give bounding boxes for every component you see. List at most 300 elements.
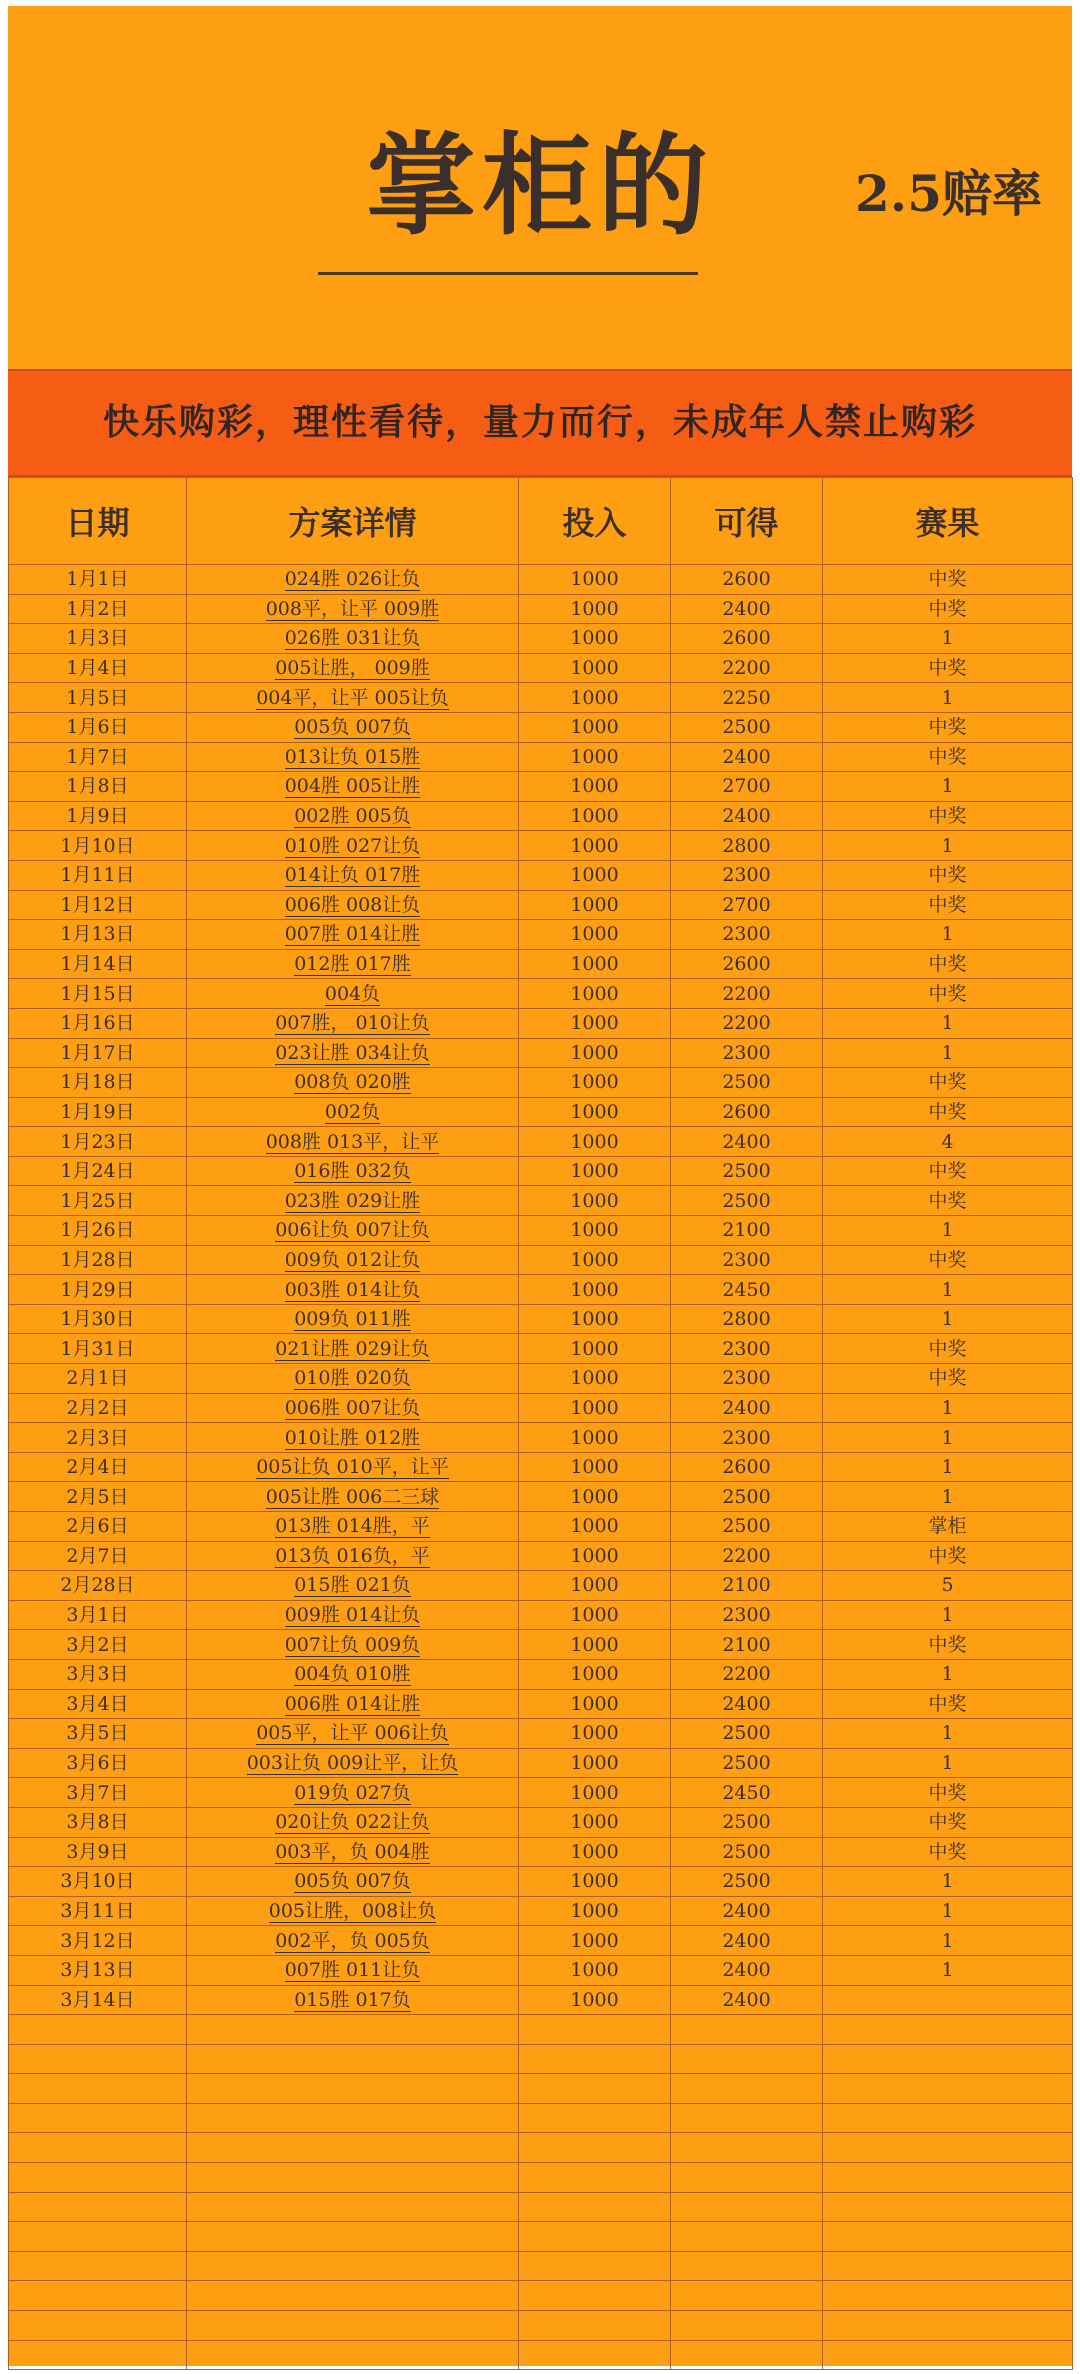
cell-plan <box>187 742 519 772</box>
table-row <box>9 1955 1073 1985</box>
table-row <box>9 1571 1073 1601</box>
cell-payout: 2300 <box>671 920 823 950</box>
cell-date: 2月6日 <box>9 1512 187 1542</box>
cell-stake: 1000 <box>519 1038 671 1068</box>
cell-result: 中奖 <box>823 1778 1073 1808</box>
responsible-gaming-banner: 快乐购彩，理性看待，量力而行，未成年人禁止购彩 <box>8 369 1072 477</box>
table-row <box>9 772 1073 802</box>
empty-cell <box>823 2311 1073 2341</box>
cell-payout: 2600 <box>671 1452 823 1482</box>
empty-cell <box>671 2074 823 2104</box>
cell-stake: 1000 <box>519 1541 671 1571</box>
plan-text: 012胜 017胜 <box>294 953 411 976</box>
plan-text: 016胜 032负 <box>294 1160 411 1183</box>
plan-text: 004负 010胜 <box>294 1663 411 1686</box>
table-row <box>9 1304 1073 1334</box>
cell-result: 中奖 <box>823 860 1073 890</box>
cell-payout: 2400 <box>671 1127 823 1157</box>
empty-row <box>9 2103 1073 2133</box>
cell-payout: 2600 <box>671 624 823 654</box>
empty-cell <box>823 2133 1073 2163</box>
cell-stake: 1000 <box>519 831 671 861</box>
table-row <box>9 1630 1073 1660</box>
plan-text: 002胜 005负 <box>294 805 411 828</box>
cell-payout: 2500 <box>671 1807 823 1837</box>
column-header-stake: 投入 <box>519 478 671 565</box>
cell-plan <box>187 1186 519 1216</box>
plan-text: 005负 007负 <box>294 1870 411 1893</box>
empty-cell <box>187 2133 519 2163</box>
cell-plan <box>187 1275 519 1305</box>
table-row <box>9 1423 1073 1453</box>
cell-plan <box>187 890 519 920</box>
empty-cell <box>9 2074 187 2104</box>
table-row <box>9 1867 1073 1897</box>
cell-date: 3月11日 <box>9 1896 187 1926</box>
table-row <box>9 1186 1073 1216</box>
empty-cell <box>187 2222 519 2252</box>
cell-date: 1月11日 <box>9 860 187 890</box>
lottery-sheet <box>8 6 1072 2366</box>
table-row <box>9 1512 1073 1542</box>
plan-text: 004平，让平 005让负 <box>256 686 449 709</box>
cell-date: 1月13日 <box>9 920 187 950</box>
cell-result: 1 <box>823 683 1073 713</box>
empty-cell <box>9 2192 187 2222</box>
empty-cell <box>823 2103 1073 2133</box>
empty-cell <box>671 2222 823 2252</box>
cell-stake: 1000 <box>519 1689 671 1719</box>
table-row <box>9 890 1073 920</box>
cell-plan <box>187 1837 519 1867</box>
cell-stake: 1000 <box>519 1896 671 1926</box>
cell-plan <box>187 1512 519 1542</box>
empty-cell <box>519 2074 671 2104</box>
table-row <box>9 1807 1073 1837</box>
empty-cell <box>823 2340 1073 2370</box>
cell-plan <box>187 1216 519 1246</box>
cell-date: 1月5日 <box>9 683 187 713</box>
cell-result: 中奖 <box>823 1837 1073 1867</box>
cell-date: 1月19日 <box>9 1097 187 1127</box>
cell-date: 1月12日 <box>9 890 187 920</box>
cell-result: 1 <box>823 831 1073 861</box>
cell-date: 1月30日 <box>9 1304 187 1334</box>
cell-date: 1月26日 <box>9 1216 187 1246</box>
cell-plan <box>187 565 519 595</box>
empty-cell <box>671 2103 823 2133</box>
empty-cell <box>671 2015 823 2045</box>
plan-text: 007胜 011让负 <box>284 1959 421 1982</box>
cell-plan <box>187 979 519 1009</box>
empty-cell <box>187 2163 519 2193</box>
cell-stake: 1000 <box>519 1659 671 1689</box>
empty-cell <box>9 2281 187 2311</box>
table-row <box>9 1452 1073 1482</box>
plan-text: 010胜 020负 <box>294 1367 411 1390</box>
cell-stake: 1000 <box>519 712 671 742</box>
cell-plan <box>187 1334 519 1364</box>
cell-date: 3月5日 <box>9 1719 187 1749</box>
cell-result: 中奖 <box>823 565 1073 595</box>
table-row <box>9 1482 1073 1512</box>
table-row <box>9 653 1073 683</box>
cell-payout: 2400 <box>671 1896 823 1926</box>
table-row <box>9 949 1073 979</box>
cell-payout: 2500 <box>671 1867 823 1897</box>
cell-stake: 1000 <box>519 1364 671 1394</box>
cell-payout: 2600 <box>671 949 823 979</box>
empty-cell <box>823 2251 1073 2281</box>
cell-plan <box>187 860 519 890</box>
cell-result: 1 <box>823 1926 1073 1956</box>
betting-table <box>8 477 1073 2370</box>
cell-plan <box>187 1127 519 1157</box>
empty-row <box>9 2340 1073 2370</box>
table-row <box>9 1364 1073 1394</box>
table-row <box>9 624 1073 654</box>
cell-stake: 1000 <box>519 624 671 654</box>
cell-date: 2月5日 <box>9 1482 187 1512</box>
empty-row <box>9 2251 1073 2281</box>
cell-payout: 2300 <box>671 1334 823 1364</box>
table-row <box>9 1896 1073 1926</box>
plan-text: 014让负 017胜 <box>284 864 421 887</box>
empty-cell <box>187 2044 519 2074</box>
cell-payout: 2400 <box>671 1393 823 1423</box>
empty-cell <box>823 2163 1073 2193</box>
empty-row <box>9 2074 1073 2104</box>
empty-cell <box>9 2251 187 2281</box>
table-body <box>9 565 1073 2370</box>
cell-payout: 2600 <box>671 565 823 595</box>
empty-cell <box>187 2251 519 2281</box>
cell-date: 1月8日 <box>9 772 187 802</box>
empty-cell <box>671 2281 823 2311</box>
cell-plan <box>187 1807 519 1837</box>
cell-payout: 2200 <box>671 1659 823 1689</box>
cell-result: 中奖 <box>823 1541 1073 1571</box>
table-row <box>9 1837 1073 1867</box>
cell-plan <box>187 949 519 979</box>
cell-stake: 1000 <box>519 1423 671 1453</box>
cell-stake: 1000 <box>519 1156 671 1186</box>
plan-text: 007让负 009负 <box>284 1633 421 1656</box>
table-row <box>9 831 1073 861</box>
cell-payout: 2200 <box>671 979 823 1009</box>
cell-date: 3月13日 <box>9 1955 187 1985</box>
table-row <box>9 1245 1073 1275</box>
cell-plan <box>187 1038 519 1068</box>
table-row <box>9 979 1073 1009</box>
page-title: 掌柜的 <box>366 122 714 250</box>
cell-plan <box>187 1541 519 1571</box>
plan-text: 007胜 014让胜 <box>284 923 421 946</box>
table-row <box>9 1748 1073 1778</box>
empty-cell <box>671 2340 823 2370</box>
cell-result: 中奖 <box>823 890 1073 920</box>
cell-payout: 2300 <box>671 1038 823 1068</box>
plan-text: 003让负 009让平，让负 <box>246 1752 459 1775</box>
cell-date: 2月7日 <box>9 1541 187 1571</box>
empty-cell <box>187 2074 519 2104</box>
empty-cell <box>519 2044 671 2074</box>
empty-cell <box>519 2281 671 2311</box>
plan-text: 002负 <box>324 1100 381 1123</box>
plan-text: 026胜 031让负 <box>284 627 421 650</box>
cell-payout: 2800 <box>671 831 823 861</box>
cell-plan <box>187 1482 519 1512</box>
cell-result: 1 <box>823 772 1073 802</box>
cell-result: 1 <box>823 1955 1073 1985</box>
cell-date: 1月4日 <box>9 653 187 683</box>
cell-plan <box>187 1304 519 1334</box>
cell-date: 3月14日 <box>9 1985 187 2015</box>
cell-date: 1月15日 <box>9 979 187 1009</box>
cell-result: 1 <box>823 1867 1073 1897</box>
cell-date: 1月29日 <box>9 1275 187 1305</box>
empty-cell <box>9 2103 187 2133</box>
cell-date: 3月9日 <box>9 1837 187 1867</box>
cell-plan <box>187 1896 519 1926</box>
table-row <box>9 594 1073 624</box>
empty-cell <box>671 2133 823 2163</box>
cell-date: 1月9日 <box>9 801 187 831</box>
empty-cell <box>671 2311 823 2341</box>
cell-date: 3月3日 <box>9 1659 187 1689</box>
cell-date: 3月12日 <box>9 1926 187 1956</box>
title-underline <box>318 272 698 275</box>
cell-result: 中奖 <box>823 594 1073 624</box>
cell-plan <box>187 1423 519 1453</box>
cell-payout: 2400 <box>671 742 823 772</box>
empty-cell <box>9 2015 187 2045</box>
plan-text: 005让胜，008让负 <box>268 1900 437 1923</box>
column-header-payout: 可得 <box>671 478 823 565</box>
column-header-result: 赛果 <box>823 478 1073 565</box>
table-row <box>9 1541 1073 1571</box>
cell-result: 掌柜 <box>823 1512 1073 1542</box>
cell-payout: 2800 <box>671 1304 823 1334</box>
plan-text: 023胜 029让胜 <box>284 1189 421 1212</box>
empty-cell <box>823 2222 1073 2252</box>
cell-payout: 2200 <box>671 653 823 683</box>
empty-cell <box>671 2163 823 2193</box>
empty-row <box>9 2015 1073 2045</box>
cell-date: 3月1日 <box>9 1600 187 1630</box>
table-row <box>9 1216 1073 1246</box>
cell-stake: 1000 <box>519 1186 671 1216</box>
header <box>8 6 1072 369</box>
cell-plan <box>187 1245 519 1275</box>
cell-payout: 2450 <box>671 1778 823 1808</box>
cell-stake: 1000 <box>519 742 671 772</box>
cell-plan <box>187 1452 519 1482</box>
plan-text: 021让胜 029让负 <box>275 1337 430 1360</box>
cell-payout: 2200 <box>671 1008 823 1038</box>
cell-result: 1 <box>823 624 1073 654</box>
plan-text: 007胜， 010让负 <box>275 1012 430 1035</box>
empty-row <box>9 2222 1073 2252</box>
cell-payout: 2500 <box>671 1482 823 1512</box>
cell-plan <box>187 1867 519 1897</box>
cell-result: 中奖 <box>823 1630 1073 1660</box>
plan-text: 013让负 015胜 <box>284 745 421 768</box>
empty-cell <box>519 2103 671 2133</box>
plan-text: 020让负 022让负 <box>275 1811 430 1834</box>
cell-plan <box>187 594 519 624</box>
empty-cell <box>187 2015 519 2045</box>
cell-plan <box>187 1955 519 1985</box>
empty-cell <box>823 2192 1073 2222</box>
empty-row <box>9 2044 1073 2074</box>
cell-stake: 1000 <box>519 1245 671 1275</box>
plan-text: 005平，让平 006让负 <box>256 1722 449 1745</box>
table-row <box>9 1600 1073 1630</box>
cell-date: 1月17日 <box>9 1038 187 1068</box>
plan-text: 003胜 014让负 <box>284 1278 421 1301</box>
cell-plan <box>187 1985 519 2015</box>
table-row <box>9 1778 1073 1808</box>
cell-plan <box>187 1659 519 1689</box>
empty-cell <box>187 2281 519 2311</box>
empty-cell <box>9 2163 187 2193</box>
cell-date: 3月7日 <box>9 1778 187 1808</box>
cell-stake: 1000 <box>519 1600 671 1630</box>
empty-cell <box>671 2044 823 2074</box>
cell-stake: 1000 <box>519 683 671 713</box>
empty-cell <box>823 2044 1073 2074</box>
cell-stake: 1000 <box>519 1097 671 1127</box>
plan-text: 023让胜 034让负 <box>275 1041 430 1064</box>
cell-result: 1 <box>823 1393 1073 1423</box>
cell-payout: 2400 <box>671 1926 823 1956</box>
cell-stake: 1000 <box>519 801 671 831</box>
cell-stake: 1000 <box>519 1482 671 1512</box>
table-header-row <box>9 478 1073 565</box>
cell-date: 3月6日 <box>9 1748 187 1778</box>
cell-date: 2月3日 <box>9 1423 187 1453</box>
cell-stake: 1000 <box>519 565 671 595</box>
table-row <box>9 1659 1073 1689</box>
cell-date: 1月18日 <box>9 1068 187 1098</box>
cell-stake: 1000 <box>519 653 671 683</box>
cell-result: 中奖 <box>823 801 1073 831</box>
cell-plan <box>187 1156 519 1186</box>
cell-stake: 1000 <box>519 979 671 1009</box>
plan-text: 002平，负 005负 <box>275 1929 430 1952</box>
plan-text: 010胜 027让负 <box>284 834 421 857</box>
cell-payout: 2700 <box>671 772 823 802</box>
cell-plan <box>187 1926 519 1956</box>
cell-payout: 2500 <box>671 1186 823 1216</box>
empty-cell <box>519 2015 671 2045</box>
cell-result: 1 <box>823 1896 1073 1926</box>
cell-stake: 1000 <box>519 1630 671 1660</box>
cell-payout: 2300 <box>671 1245 823 1275</box>
cell-date: 1月3日 <box>9 624 187 654</box>
table-row <box>9 1926 1073 1956</box>
cell-date: 3月2日 <box>9 1630 187 1660</box>
cell-result: 中奖 <box>823 1364 1073 1394</box>
plan-text: 009负 012让负 <box>284 1248 421 1271</box>
cell-date: 1月14日 <box>9 949 187 979</box>
cell-result: 中奖 <box>823 712 1073 742</box>
cell-stake: 1000 <box>519 1304 671 1334</box>
cell-stake: 1000 <box>519 1127 671 1157</box>
cell-stake: 1000 <box>519 1008 671 1038</box>
cell-result: 1 <box>823 1008 1073 1038</box>
cell-date: 2月2日 <box>9 1393 187 1423</box>
cell-result: 中奖 <box>823 1156 1073 1186</box>
plan-text: 005负 007负 <box>294 716 411 739</box>
empty-cell <box>519 2192 671 2222</box>
plan-text: 015胜 021负 <box>294 1574 411 1597</box>
cell-plan <box>187 801 519 831</box>
cell-result: 1 <box>823 1482 1073 1512</box>
plan-text: 005让胜， 009胜 <box>275 657 430 680</box>
cell-date: 2月28日 <box>9 1571 187 1601</box>
cell-stake: 1000 <box>519 1719 671 1749</box>
cell-date: 3月10日 <box>9 1867 187 1897</box>
table-row <box>9 1008 1073 1038</box>
table-row <box>9 683 1073 713</box>
cell-plan <box>187 624 519 654</box>
cell-date: 1月24日 <box>9 1156 187 1186</box>
cell-date: 1月23日 <box>9 1127 187 1157</box>
cell-payout: 2300 <box>671 1364 823 1394</box>
cell-plan <box>187 1778 519 1808</box>
cell-result: 5 <box>823 1571 1073 1601</box>
plan-text: 006让负 007让负 <box>275 1219 430 1242</box>
cell-date: 1月6日 <box>9 712 187 742</box>
table-row <box>9 1275 1073 1305</box>
cell-stake: 1000 <box>519 1926 671 1956</box>
empty-row <box>9 2163 1073 2193</box>
cell-plan <box>187 1689 519 1719</box>
empty-cell <box>823 2015 1073 2045</box>
cell-result: 中奖 <box>823 979 1073 1009</box>
cell-plan <box>187 1571 519 1601</box>
cell-result: 中奖 <box>823 1097 1073 1127</box>
cell-stake: 1000 <box>519 920 671 950</box>
cell-plan <box>187 1068 519 1098</box>
empty-cell <box>187 2340 519 2370</box>
empty-row <box>9 2133 1073 2163</box>
cell-stake: 1000 <box>519 1867 671 1897</box>
cell-result: 1 <box>823 1275 1073 1305</box>
cell-result: 中奖 <box>823 1068 1073 1098</box>
empty-cell <box>671 2192 823 2222</box>
cell-date: 1月28日 <box>9 1245 187 1275</box>
plan-text: 006胜 008让负 <box>284 893 421 916</box>
cell-plan <box>187 712 519 742</box>
plan-text: 019负 027负 <box>294 1781 411 1804</box>
cell-result: 1 <box>823 1216 1073 1246</box>
cell-plan <box>187 1748 519 1778</box>
table-row <box>9 1156 1073 1186</box>
cell-stake: 1000 <box>519 1334 671 1364</box>
plan-text: 004胜 005让胜 <box>284 775 421 798</box>
cell-plan <box>187 772 519 802</box>
empty-row <box>9 2281 1073 2311</box>
cell-payout: 2500 <box>671 1837 823 1867</box>
cell-plan <box>187 1600 519 1630</box>
empty-cell <box>9 2133 187 2163</box>
cell-payout: 2500 <box>671 1748 823 1778</box>
plan-text: 013胜 014胜，平 <box>275 1515 430 1538</box>
cell-stake: 1000 <box>519 594 671 624</box>
